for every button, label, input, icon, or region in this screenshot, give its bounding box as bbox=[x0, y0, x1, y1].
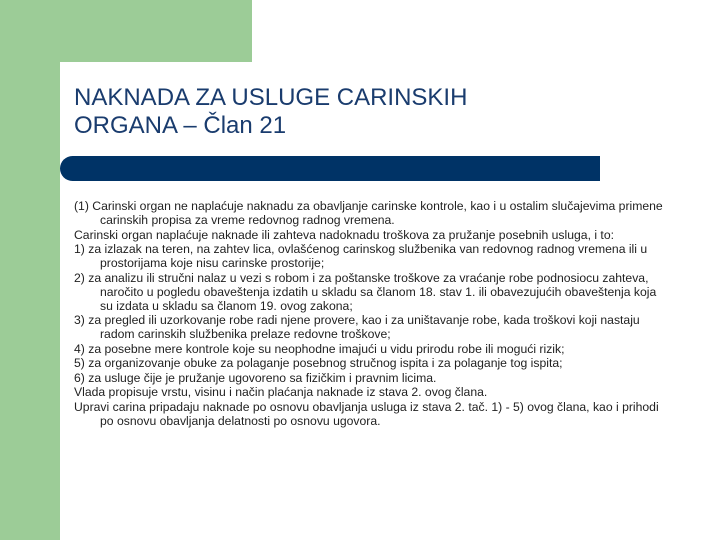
slide-title-line-2: ORGANA – Član 21 bbox=[74, 112, 287, 139]
list-item-4: 4) za posebne mere kontrole koje su neophodne imajući u vidu prirodu robe ili mogući rizik; bbox=[74, 341, 565, 356]
list-item-5: 5) za organizovanje obuke za polaganje posebnog stručnog ispita i za polaganje tog ispita; bbox=[74, 356, 563, 370]
list-item-1: 1) za izlazak na teren, na zahtev lica, ovlašćenog carinskog službenika van redovnog radnog vremena ili u prostorijama koje nisu carinske prostorije; bbox=[74, 242, 648, 270]
left-green-band bbox=[0, 0, 60, 540]
slide-title bbox=[74, 84, 674, 140]
slide-body-text bbox=[74, 199, 672, 428]
title-accent-bar bbox=[60, 156, 600, 181]
paragraph-3: Vlada propisuje vrstu, visinu i način plaćanja naknade iz stava 2. ovog člana. bbox=[74, 385, 488, 399]
paragraph-1: (1) Carinski organ ne naplaćuje naknadu za obavljanje carinske kontrole, kao i u ostalim slučajevima primene carinskih propisa za vreme redovnog radnog vremena. bbox=[74, 199, 663, 227]
paragraph-2: Carinski organ naplaćuje naknade ili zahteva nadoknadu troškova za pružanje posebnih usluga, i to: bbox=[74, 227, 614, 242]
slide-title-line-1: NAKNADA ZA USLUGE CARINSKIH bbox=[74, 84, 468, 111]
list-item-2: 2) za analizu ili stručni nalaz u vezi s robom i za poštanske troškove za vraćanje robe podnosiocu zahteva, naročito u pogledu obaveštenja izdatih u skladu sa članom 18. stav 1. ili obavezujućih obaveštenja koja su izdata u skladu sa članom 19. ovog zakona; bbox=[74, 270, 657, 313]
list-item-6: 6) za usluge čije je pružanje ugovoreno sa fizičkim i pravnim licima. bbox=[74, 370, 437, 385]
top-green-band bbox=[0, 0, 252, 62]
list-item-3: 3) za pregled ili uzorkovanje robe radi njene provere, kao i za uništavanje robe, kada troškovi koji nastaju radom carinskih službenika prelaze redovne troškove; bbox=[74, 313, 640, 341]
paragraph-4: Upravi carina pripadaju naknade po osnovu obavljanja usluga iz stava 2. tač. 1) - 5) ovog člana, kao i prihodi po osnovu obavljanja delatnosti po osnovu ugovora. bbox=[74, 399, 659, 428]
